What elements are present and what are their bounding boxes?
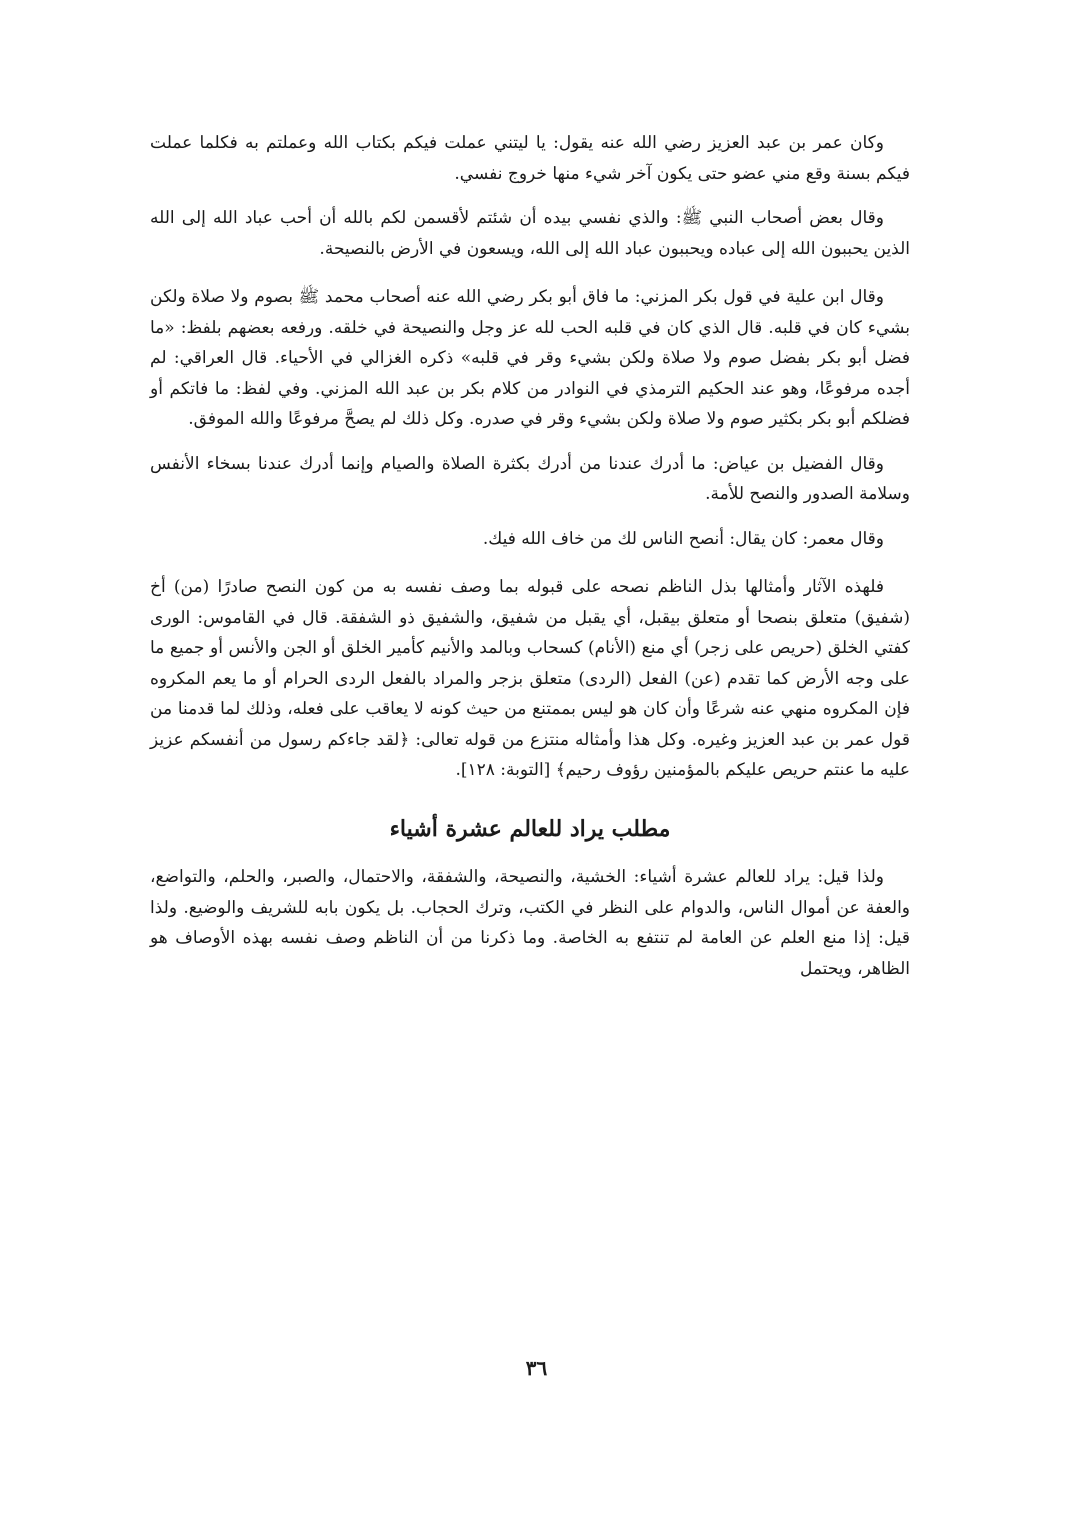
section-heading: مطلب يراد للعالم عشرة أشياء: [389, 815, 671, 842]
paragraph-companion: وقال بعض أصحاب النبي ﷺ: والذي نفسي بيده أن شئتم لأقسمن لكم بالله أن أحب عباد الله إلى الله الذين يحببون الله إلى عباده ويحببون عباد الله إلى الله، ويسعون في الأرض بالنصيحة.: [150, 208, 910, 259]
page-number: ٣٦: [525, 1356, 548, 1380]
page-body: [150, 128, 910, 984]
paragraph-umar: وكان عمر بن عبد العزيز رضي الله عنه يقول: يا ليتني عملت فيكم بكتاب الله وعملتم به فكلما عملت فيكم بسنة وقع مني عضو حتى يكون آخر شيء منها خروج نفسي.: [150, 133, 910, 184]
paragraph-fudayl: وقال الفضيل بن عياض: ما أدرك عندنا من أدرك بكثرة الصلاة والصيام وإنما أدرك عندنا بسخاء الأنفس وسلامة الصدور والنصح للأمة.: [150, 453, 910, 504]
paragraph-mamar: وقال معمر: كان يقال: أنصح الناس لك من خاف الله فيك.: [482, 528, 884, 549]
paragraph-commentary: فلهذه الآثار وأمثالها بذل الناظم نصحه على قبوله بما وصف نفسه به من كون النصح صادرًا (من) أخ (شفيق) متعلق بنصحا أو متعلق بيقبل، أي يقبل من شفيق، والشفيق ذو الشفقة. قال في القاموس: الورى كفتي الخلق (حريص على زجر) أي منع (الأنام) كسحاب وبالمد والأنيم كأمير الخلق أو الجن والأنس أو جميع ما على وجه الأرض كما تقدم (عن) الفعل (الردى) متعلق بزجر والمراد بالفعل الردى الحرام أو ما يعم المكروه فإن المكروه منهي عنه شرعًا وأن كان هو ليس بممتنع من حيث كونه لا يعاقب على فعله، وذلك لما قدمنا من قول عمر بن عبد العزيز وغيره. وكل هذا وأمثاله منتزع من قوله تعالى: ﴿لقد جاءكم رسول من أنفسكم عزيز عليه ما عنتم حريص عليكم بالمؤمنين رؤوف رحيم﴾ [التوبة: ١٢٨].: [150, 577, 910, 780]
paragraph-ten-things: ولذا قيل: يراد للعالم عشرة أشياء: الخشية، والنصيحة، والشفقة، والاحتمال، والصبر، والحلم، والتواضع، والعفة عن أموال الناس، والدوام على النظر في الكتب، وترك الحجاب. بل يكون بابه للشريف والوضيع. ولذا قيل: إذا منع العلم عن العامة لم تنتفع به الخاصة. وما ذكرنا من أن الناظم وصف نفسه بهذه الأوصاف هو الظاهر، ويحتمل: [150, 867, 910, 979]
paragraph-ibn-ulayya: وقال ابن علية في قول بكر المزني: ما فاق أبو بكر رضي الله عنه أصحاب محمد ﷺ بصوم ولا صلاة ولكن بشيء كان في قلبه. قال الذي كان في قلبه الحب لله عز وجل والنصيحة في خلقه. ورفعه بعضهم بلفظ: «ما فضل أبو بكر بفضل صوم ولا صلاة ولكن بشيء وقر في قلبه» ذكره الغزالي في الأحياء. قال العراقي: لم أجده مرفوعًا، وهو عند الحكيم الترمذي في النوادر من كلام بكر بن عبد الله المزني. وفي لفظ: ما فاتكم أو فضلكم أبو بكر بكثير صوم ولا صلاة ولكن بشيء وقر في صدره. وكل ذلك لم يصحَّ مرفوعًا والله الموفق.: [150, 287, 910, 429]
